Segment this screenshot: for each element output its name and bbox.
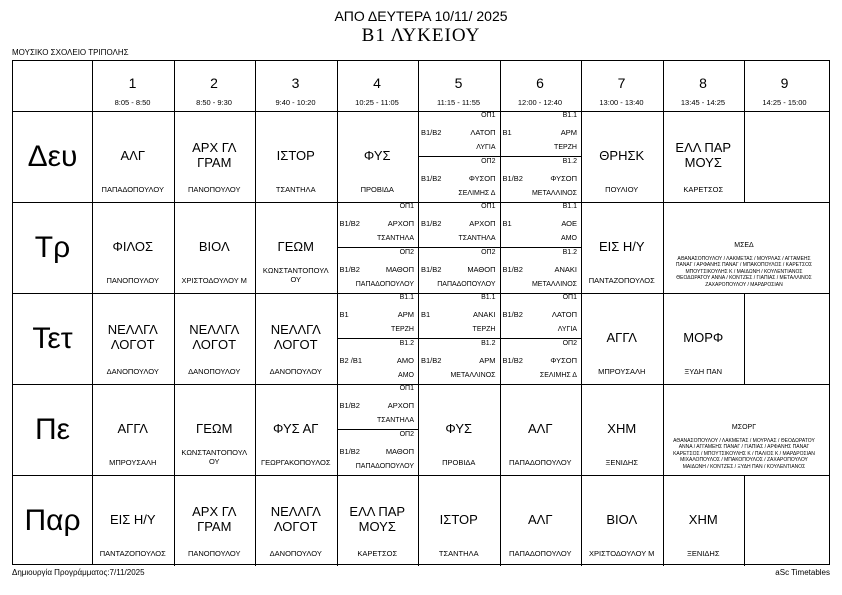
lesson-teacher: ΔΑΝΟΠΟΥΛΟΥ bbox=[188, 367, 241, 376]
lesson-subject: ΑΓΓΛ bbox=[606, 329, 637, 345]
lesson-teacher: ΠΑΠΑΔΟΠΟΥΛΟΥ bbox=[355, 281, 414, 288]
lesson-subject: ΑΜΟ bbox=[396, 356, 414, 365]
lesson-teacher: ΠΑΝΤΑΖΟΠΟΥΛΟΣ bbox=[588, 276, 655, 285]
class-code: Β1 bbox=[339, 310, 349, 319]
group-code: ΟΠ2 bbox=[481, 249, 496, 256]
split-lesson-bottom bbox=[418, 156, 500, 202]
lesson-cell bbox=[337, 475, 419, 566]
lesson-cell bbox=[500, 384, 582, 475]
lesson-teachers bbox=[663, 256, 826, 288]
lesson-teacher: ΧΡΙΣΤΟΔΟΥΛΟΥ Μ bbox=[181, 276, 247, 285]
lesson-teacher: ΠΡΟΒΙΔΑ bbox=[442, 458, 476, 467]
lesson-subject: ΦΥΣ bbox=[363, 147, 391, 163]
teacher-line: ΠΑΝΑΓ / ΑΡΦΑΝΗΣ ΠΑΝΑΓ / ΜΠΑΚΟΠΟΥΛΟΣ / ΚΑΡΕΤΣΟΣ bbox=[675, 262, 813, 269]
header-divider-v bbox=[255, 61, 256, 111]
lesson-subject: ΝΕΛΛΓΛ ΛΟΓΟΤ bbox=[107, 322, 158, 352]
day-label: Παρ bbox=[24, 503, 81, 537]
lesson-subject: ΜΑΘΟΠ bbox=[467, 265, 496, 274]
timetable-grid bbox=[12, 60, 830, 565]
lesson-subject: ΑΛΓ bbox=[120, 147, 145, 163]
split-lesson-top bbox=[337, 293, 419, 338]
header-divider-v bbox=[337, 61, 338, 111]
lesson-subject: ΑΓΓΛ bbox=[117, 420, 148, 436]
lesson-cell bbox=[255, 202, 337, 293]
period-time: 13:00 - 13:40 bbox=[599, 98, 644, 107]
period-number: 1 bbox=[128, 75, 137, 91]
teacher-line: ΜΙΧΑΛΟΠΟΥΛΟΣ / ΜΠΑΚΟΠΟΥΛΟΣ / ΖΑΧΑΡΟΠΟΥΛΟΥ bbox=[680, 457, 808, 464]
group-code: Β1.1 bbox=[562, 203, 577, 210]
lesson-cell bbox=[92, 475, 174, 566]
lesson-cell bbox=[337, 111, 419, 202]
lesson-cell bbox=[418, 293, 500, 384]
header-divider-v bbox=[500, 61, 501, 111]
class-code: Β1/Β2 bbox=[339, 265, 360, 274]
lesson-subject: ΑΡΜ bbox=[397, 310, 414, 319]
lesson-subject: ΦΥΣ bbox=[445, 420, 473, 436]
group-code: ΟΠ1 bbox=[399, 203, 414, 210]
lesson-teacher: ΑΜΟ bbox=[561, 235, 577, 242]
lesson-teacher: ΠΑΠΑΔΟΠΟΥΛΟΥ bbox=[355, 463, 414, 470]
split-lesson-top bbox=[418, 111, 500, 156]
group-code: Β1.2 bbox=[562, 249, 577, 256]
lesson-cell bbox=[255, 475, 337, 566]
teacher-line: ΚΑΡΕΤΣΟΣ / ΜΠΟΥΤΣΙΚΟΥΛΗΣ Κ / ΠΑΛΙΟΣ Κ / ΜΑΡΔΡΟΣΙΑΝ bbox=[673, 450, 815, 457]
header-divider-v bbox=[744, 61, 745, 111]
lesson-teacher: ΑΜΟ bbox=[398, 372, 414, 379]
period-number: 4 bbox=[373, 75, 381, 91]
split-lesson-bottom bbox=[337, 247, 419, 293]
lesson-cell bbox=[500, 293, 582, 384]
lesson-subject: ΑΟΕ bbox=[561, 219, 577, 228]
group-code: ΟΠ2 bbox=[399, 249, 414, 256]
lesson-teacher: ΣΕΛΙΜΗΣ Δ bbox=[539, 372, 577, 379]
lesson-teacher: ΠΑΠΑΔΟΠΟΥΛΟΥ bbox=[509, 458, 572, 467]
merged-lesson-cell bbox=[663, 384, 826, 474]
lesson-teacher: ΔΑΝΟΠΟΥΛΟΥ bbox=[269, 367, 322, 376]
lesson-teacher: ΜΠΡΟΥΣΑΛΗ bbox=[109, 458, 157, 467]
day-label: Τρ bbox=[34, 230, 71, 264]
period-time: 14:25 - 15:00 bbox=[762, 98, 807, 107]
lesson-subject: ΦΥΣΟΠ bbox=[468, 174, 496, 183]
teacher-line: ΘΕΟΔΩΡΑΤΟΥ ΑΝΝΑ / ΚΟΝΤΖΕΣ / ΓΙΑΠΙΑΣ / ΜΕΤΑΛΛΙΝΟΣ bbox=[676, 275, 812, 282]
group-code: ΟΠ2 bbox=[481, 158, 496, 165]
period-time: 8:50 - 9:30 bbox=[196, 98, 232, 107]
lesson-cell bbox=[581, 111, 663, 202]
day-label: Τετ bbox=[32, 321, 73, 355]
lesson-cell bbox=[174, 202, 256, 293]
lesson-teacher: ΜΠΡΟΥΣΑΛΗ bbox=[598, 367, 646, 376]
period-number: 9 bbox=[780, 75, 789, 91]
group-code: Β1.2 bbox=[481, 340, 496, 347]
lesson-teacher: ΛΥΓΙΑ bbox=[557, 326, 577, 333]
lesson-cell bbox=[92, 111, 174, 202]
lesson-subject: ΛΑΤΟΠ bbox=[551, 310, 577, 319]
lesson-teacher: ΠΑΠΑΔΟΠΟΥΛΟΥ bbox=[101, 185, 164, 194]
lesson-teacher: ΠΟΥΛΙΟΥ bbox=[605, 185, 639, 194]
period-time: 11:15 - 11:55 bbox=[436, 98, 481, 107]
lesson-subject: ΑΛΓ bbox=[527, 420, 553, 436]
lesson-subject: ΑΡΧ ΓΛ ΓΡΑΜ bbox=[192, 504, 237, 534]
lesson-cell bbox=[744, 293, 826, 384]
class-code: Β1/Β2 bbox=[421, 356, 442, 365]
lesson-subject: ΛΑΤΟΠ bbox=[470, 128, 496, 137]
period-number: 6 bbox=[536, 75, 544, 91]
lesson-teacher: ΠΑΠΑΔΟΠΟΥΛΟΥ bbox=[509, 549, 572, 558]
lesson-teacher: ΧΡΙΣΤΟΔΟΥΛΟΥ Μ bbox=[589, 549, 655, 558]
class-code: Β1 bbox=[502, 219, 512, 228]
header-divider-v bbox=[663, 61, 664, 111]
lesson-cell bbox=[92, 202, 174, 293]
split-lesson-top bbox=[500, 111, 582, 156]
lesson-teacher: ΤΕΡΖΗ bbox=[554, 144, 577, 151]
lesson-cell bbox=[337, 293, 419, 384]
lesson-subject: ΑΡΧΟΠ bbox=[469, 219, 496, 228]
lesson-cell bbox=[418, 384, 500, 475]
class-code: Β1/Β2 bbox=[339, 447, 360, 456]
lesson-cell bbox=[174, 384, 256, 475]
lesson-subject: ΑΡΜ bbox=[479, 356, 496, 365]
split-lesson-bottom bbox=[337, 338, 419, 384]
lesson-cell bbox=[581, 202, 663, 293]
class-code: Β1/Β2 bbox=[502, 174, 523, 183]
lesson-teacher: ΜΕΤΑΛΛΙΝΟΣ bbox=[531, 190, 577, 197]
period-divider bbox=[663, 202, 664, 293]
lesson-cell bbox=[663, 293, 745, 384]
split-lesson-bottom bbox=[337, 429, 419, 475]
period-time: 13:45 - 14:25 bbox=[680, 98, 726, 107]
header-divider-v bbox=[418, 61, 419, 111]
lesson-subject: ΓΕΩΜ bbox=[196, 420, 233, 436]
lesson-subject: ΕΙΣ Η/Υ bbox=[109, 511, 156, 527]
merged-lesson-cell bbox=[663, 202, 826, 292]
header-divider-v bbox=[581, 61, 582, 111]
lesson-teacher: ΚΩΝΣΤΑΝΤΟΠΟΥΛΟΥ bbox=[181, 448, 248, 466]
lesson-teacher: ΚΑΡΕΤΣΟΣ bbox=[357, 549, 398, 558]
lesson-teacher: ΚΑΡΕΤΣΟΣ bbox=[683, 185, 724, 194]
lesson-subject: ΜΑΘΟΠ bbox=[385, 265, 414, 274]
lesson-teacher: ΠΑΝΤΑΖΟΠΟΥΛΟΣ bbox=[99, 549, 166, 558]
period-time: 9:40 - 10:20 bbox=[275, 98, 316, 107]
period-number: 8 bbox=[699, 75, 707, 91]
lesson-teacher: ΔΑΝΟΠΟΥΛΟΥ bbox=[269, 549, 322, 558]
lesson-cell bbox=[744, 475, 826, 566]
class-code: Β1 bbox=[502, 128, 512, 137]
group-code: Β1.1 bbox=[399, 294, 414, 301]
lesson-teacher: ΤΕΡΖΗ bbox=[472, 326, 496, 333]
split-lesson-top bbox=[500, 202, 582, 247]
lesson-teacher: ΠΑΝΟΠΟΥΛΟΥ bbox=[187, 549, 241, 558]
lesson-subject: ΑΡΧ ΓΛ ΓΡΑΜ bbox=[192, 140, 237, 170]
lesson-subject: ΦΥΣΟΠ bbox=[550, 174, 577, 183]
lesson-teacher: ΤΣΑΝΤΗΛΑ bbox=[376, 417, 414, 424]
group-code: ΟΠ1 bbox=[399, 385, 414, 392]
split-lesson-top bbox=[500, 293, 582, 338]
class-code: Β1/Β2 bbox=[502, 310, 523, 319]
teacher-line: ΜΠΟΥΤΣΙΚΟΥΛΗΣ Κ / ΜΑΙΔΩΝΗ / ΚΟΥΛΕΝΤΙΑΝΟΣ bbox=[685, 268, 803, 275]
lesson-subject: ΝΕΛΛΓΛ ΛΟΓΟΤ bbox=[189, 322, 240, 352]
group-code: ΟΠ1 bbox=[562, 294, 577, 301]
lesson-subject: ΧΗΜ bbox=[688, 511, 718, 527]
lesson-teacher: ΠΑΝΟΠΟΥΛΟΥ bbox=[106, 276, 160, 285]
lesson-cell bbox=[174, 475, 256, 566]
lesson-subject: ΑΝΑΚΙ bbox=[554, 265, 577, 274]
class-code: Β2 /Β1 bbox=[339, 356, 363, 365]
lesson-subject: ΜΟΡΦ bbox=[683, 329, 724, 345]
lesson-teacher: ΠΑΠΑΔΟΠΟΥΛΟΥ bbox=[437, 281, 496, 288]
lesson-cell bbox=[663, 111, 745, 202]
lesson-teacher: ΚΩΝΣΤΑΝΤΟΠΟΥΛΟΥ bbox=[262, 266, 329, 284]
lesson-teacher: ΤΕΡΖΗ bbox=[391, 326, 414, 333]
split-lesson-bottom bbox=[500, 247, 582, 293]
group-code: Β1.2 bbox=[399, 340, 414, 347]
split-lesson-top bbox=[337, 202, 419, 247]
split-lesson-bottom bbox=[500, 338, 582, 384]
period-number: 5 bbox=[454, 75, 463, 91]
lesson-subject: ΕΛΛ ΠΑΡ ΜΟΥΣ bbox=[675, 140, 732, 170]
group-code: Β1.1 bbox=[562, 112, 577, 119]
lesson-subject: ΘΡΗΣΚ bbox=[599, 147, 645, 163]
lesson-subject: ΑΝΑΚΙ bbox=[472, 310, 496, 319]
lesson-subject: ΝΕΛΛΓΛ ΛΟΓΟΤ bbox=[270, 322, 321, 352]
lesson-cell bbox=[418, 111, 500, 202]
lesson-subject: ΑΡΧΟΠ bbox=[387, 401, 414, 410]
class-code: Β1/Β2 bbox=[339, 401, 360, 410]
class-title: Β1 ΛΥΚΕΙΟΥ bbox=[361, 25, 481, 46]
lesson-teacher: ΞΕΝΙΔΗΣ bbox=[687, 549, 720, 558]
lesson-subject: ΑΡΜ bbox=[560, 128, 577, 137]
teacher-line: ΖΑΧΑΡΟΠΟΥΛΟΥ / ΜΑΡΔΡΟΣΙΑΝ bbox=[705, 281, 783, 288]
group-code: ΟΠ2 bbox=[399, 431, 414, 438]
lesson-cell bbox=[418, 475, 500, 566]
class-code: Β1/Β2 bbox=[502, 356, 523, 365]
lesson-teacher: ΞΕΝΙΔΗΣ bbox=[605, 458, 638, 467]
period-number: 2 bbox=[210, 75, 218, 91]
lesson-subject: ΝΕΛΛΓΛ ΛΟΓΟΤ bbox=[270, 504, 321, 534]
lesson-cell bbox=[500, 202, 582, 293]
lesson-cell bbox=[174, 111, 256, 202]
class-code: Β1/Β2 bbox=[502, 265, 523, 274]
lesson-subject: ΒΙΟΛ bbox=[198, 238, 230, 254]
lesson-subject: ΦΥΣΟΠ bbox=[550, 356, 577, 365]
lesson-cell bbox=[500, 111, 582, 202]
teacher-line: ΑΝΝΑ / ΑΓΓΑΜΕΗΣ ΠΑΝΑΓ / ΓΙΑΠΙΑΣ / ΑΡΦΑΝΗΣ ΠΑΝΑΓ bbox=[678, 444, 810, 451]
class-code: Β1/Β2 bbox=[421, 128, 442, 137]
creation-date: Δημιουργία Προγράμματος:7/11/2025 bbox=[12, 568, 145, 577]
lesson-subject: ΜΑΘΟΠ bbox=[385, 447, 414, 456]
class-code: Β1 bbox=[421, 310, 431, 319]
day-label: Πε bbox=[34, 412, 71, 446]
period-time: 10:25 - 11:05 bbox=[355, 98, 399, 107]
lesson-teacher: ΤΣΑΝΤΗΛΑ bbox=[438, 549, 479, 558]
teacher-line: ΑΘΑΝΑΣΟΠΟΥΛΟΥ / ΛΑΚΜΕΤΑΣ / ΜΟΥΡΛΑΣ / ΑΓΓΑΜΕΗΣ bbox=[677, 256, 811, 262]
lesson-subject: ΧΗΜ bbox=[607, 420, 637, 436]
lesson-subject: ΒΙΟΛ bbox=[606, 511, 638, 527]
lesson-subject: ΙΣΤΟΡ bbox=[439, 511, 478, 527]
group-code: Β1.1 bbox=[481, 294, 496, 301]
lesson-subject: ΑΡΧΟΠ bbox=[387, 219, 414, 228]
lesson-subject: ΜΣΟΡΓ bbox=[731, 424, 757, 431]
software-credit: aSc Timetables bbox=[775, 568, 830, 577]
lesson-subject: ΦΥΣ ΑΓ bbox=[273, 420, 319, 436]
period-number: 3 bbox=[291, 75, 300, 91]
lesson-teacher: ΠΡΟΒΙΔΑ bbox=[360, 185, 394, 194]
lesson-cell bbox=[581, 384, 663, 475]
lesson-cell bbox=[337, 384, 419, 475]
class-code: Β1/Β2 bbox=[421, 219, 442, 228]
group-code: ΟΠ1 bbox=[481, 112, 496, 119]
lesson-teacher: ΜΕΤΑΛΛΙΝΟΣ bbox=[531, 281, 577, 288]
class-code: Β1/Β2 bbox=[421, 265, 442, 274]
lesson-teachers bbox=[663, 438, 826, 470]
split-lesson-top bbox=[337, 384, 419, 429]
split-lesson-bottom bbox=[500, 156, 582, 202]
lesson-cell bbox=[337, 202, 419, 293]
group-code: Β1.2 bbox=[562, 158, 577, 165]
split-lesson-bottom bbox=[418, 338, 500, 384]
lesson-subject: ΑΛΓ bbox=[527, 511, 553, 527]
header-divider-v bbox=[174, 61, 175, 111]
class-code: Β1/Β2 bbox=[421, 174, 442, 183]
lesson-teacher: ΤΣΑΝΤΗΛΑ bbox=[275, 185, 316, 194]
teacher-line: ΑΘΑΝΑΣΟΠΟΥΛΟΥ / ΛΑΚΜΕΤΑΣ / ΜΟΥΡΛΑΣ / ΘΕΟΔΩΡΑΤΟΥ bbox=[673, 438, 815, 444]
school-name: ΜΟΥΣΙΚΟ ΣΧΟΛΕΙΟ ΤΡΙΠΟΛΗΣ bbox=[12, 48, 129, 57]
lesson-cell bbox=[174, 293, 256, 384]
lesson-teacher: ΓΕΩΡΓΑΚΟΠΟΥΛΟΣ bbox=[260, 458, 331, 467]
split-lesson-top bbox=[418, 202, 500, 247]
lesson-cell bbox=[92, 384, 174, 475]
lesson-teacher: ΛΥΓΙΑ bbox=[476, 144, 496, 151]
group-code: ΟΠ2 bbox=[562, 340, 577, 347]
lesson-teacher: ΜΕΤΑΛΛΙΝΟΣ bbox=[450, 372, 496, 379]
lesson-subject: ΜΣΕΔ bbox=[734, 242, 754, 249]
lesson-cell bbox=[255, 384, 337, 475]
lesson-teacher: ΤΣΑΝΤΗΛΑ bbox=[458, 235, 496, 242]
group-code: ΟΠ1 bbox=[481, 203, 496, 210]
lesson-subject: ΙΣΤΟΡ bbox=[276, 147, 315, 163]
lesson-cell bbox=[744, 111, 826, 202]
period-number: 7 bbox=[617, 75, 626, 91]
period-time: 8:05 - 8:50 bbox=[114, 98, 151, 107]
lesson-cell bbox=[255, 111, 337, 202]
lesson-cell bbox=[500, 475, 582, 566]
lesson-subject: ΦΙΛΟΣ bbox=[112, 238, 154, 254]
period-divider bbox=[663, 384, 664, 475]
lesson-subject: ΕΛΛ ΠΑΡ ΜΟΥΣ bbox=[349, 504, 406, 534]
lesson-subject: ΕΙΣ Η/Υ bbox=[598, 238, 645, 254]
lesson-teacher: ΞΥΔΗ ΠΑΝ bbox=[684, 367, 723, 376]
lesson-teacher: ΔΑΝΟΠΟΥΛΟΥ bbox=[106, 367, 159, 376]
lesson-teacher: ΣΕΛΙΜΗΣ Δ bbox=[458, 190, 496, 197]
class-code: Β1/Β2 bbox=[339, 219, 360, 228]
page-title: ΑΠΟ ΔΕΥΤΕΡΑ 10/11/ 2025 bbox=[334, 8, 508, 24]
lesson-cell bbox=[581, 293, 663, 384]
lesson-teacher: ΤΣΑΝΤΗΛΑ bbox=[376, 235, 414, 242]
split-lesson-top bbox=[418, 293, 500, 338]
lesson-cell bbox=[418, 202, 500, 293]
lesson-cell bbox=[92, 293, 174, 384]
lesson-subject: ΓΕΩΜ bbox=[277, 238, 314, 254]
teacher-line: ΜΑΙΔΩΝΗ / ΚΟΝΤΖΕΣ / ΞΥΔΗ ΠΑΝ / ΚΟΥΛΕΝΤΙΑΝΟΣ bbox=[682, 463, 806, 470]
lesson-teacher: ΠΑΝΟΠΟΥΛΟΥ bbox=[187, 185, 241, 194]
lesson-cell bbox=[255, 293, 337, 384]
lesson-cell bbox=[663, 475, 745, 566]
split-lesson-bottom bbox=[418, 247, 500, 293]
period-time: 12:00 - 12:40 bbox=[517, 98, 563, 107]
lesson-cell bbox=[581, 475, 663, 566]
day-label: Δευ bbox=[27, 139, 78, 173]
